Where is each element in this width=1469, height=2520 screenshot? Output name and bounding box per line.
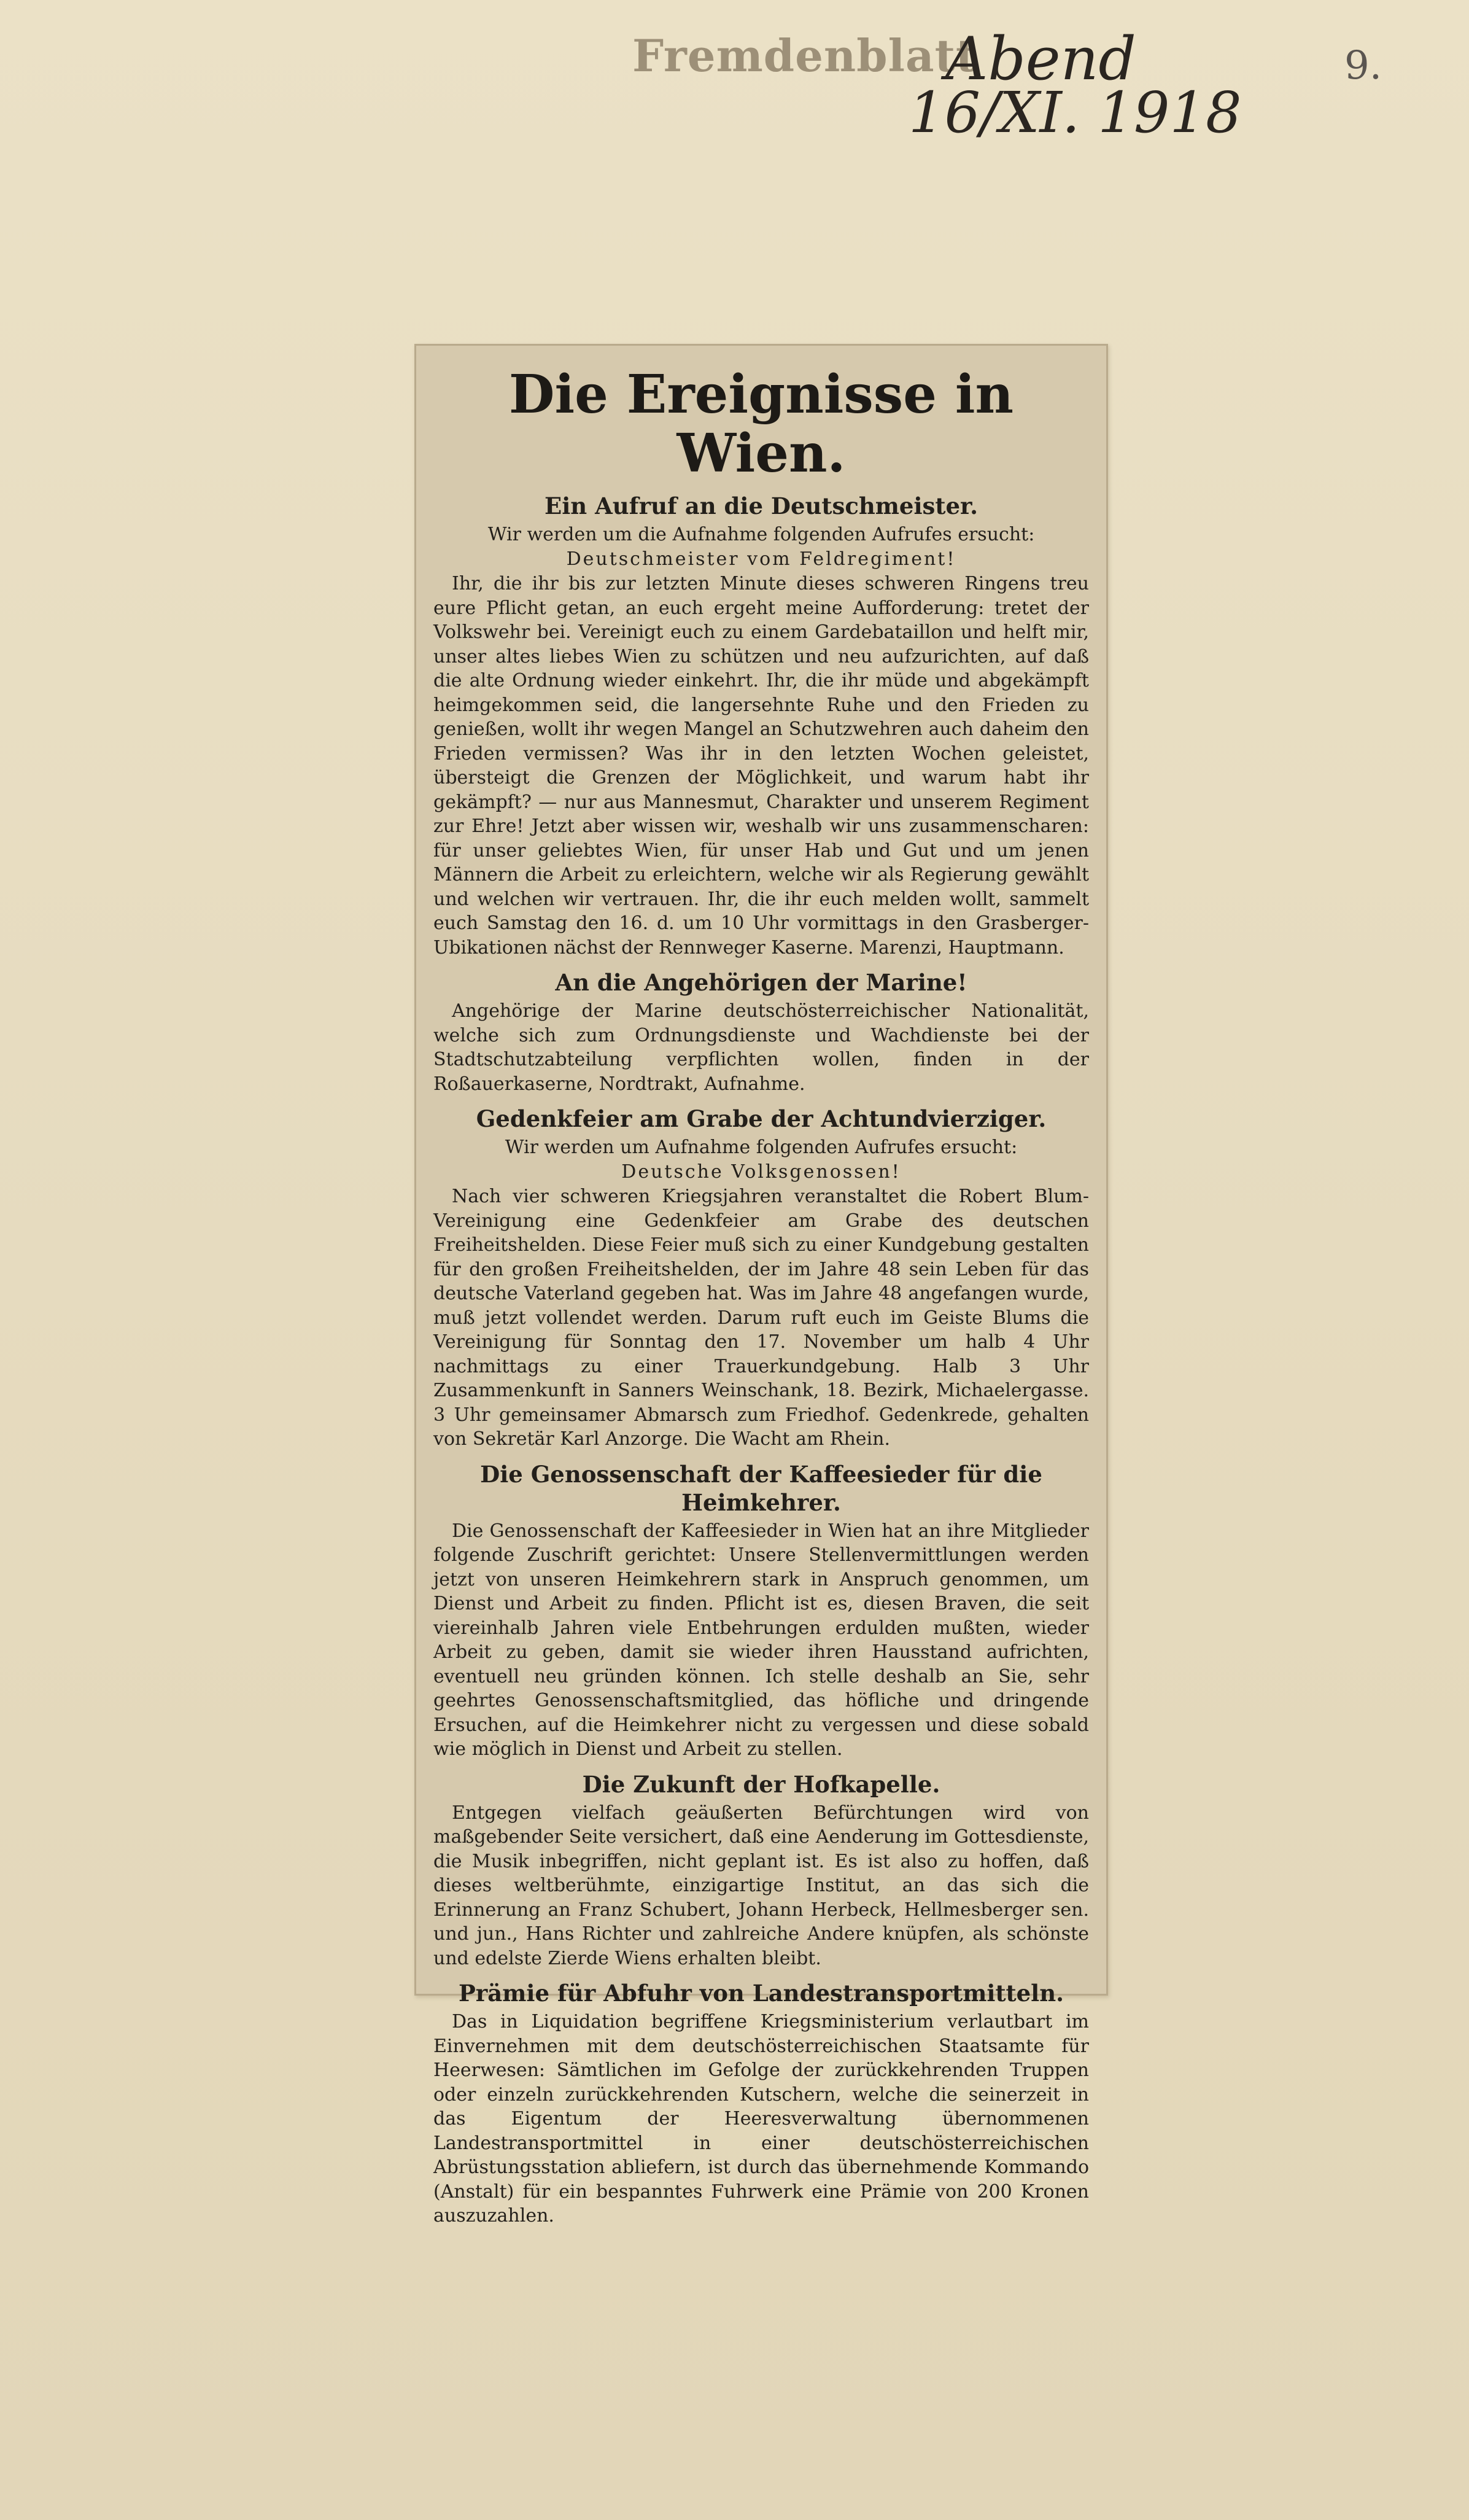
article-title: Ein Aufruf an die Deutschmeister. — [545, 492, 978, 519]
article-deutschmeister — [433, 492, 1089, 960]
article-body: Nach vier schweren Kriegsjahren veranstaltet die Robert Blum-Vereinigung eine Gedenkfeier am Grabe des deutschen Freiheitshelden. Diese Feier muß sich zu einer Kundgebung gestalten für den großen Freiheitshelden, der im Jahre 48 sein Leben für das deutsche Vaterland gegeben hat. Was im Jahre 48 angefangen wurde, muß jetzt vollendet werden. Darum ruft euch im Geiste Blums die Vereinigung für Sonntag den 17. November um halb 4 Uhr nachmittags zu einer Trauerkundgebung. Halb 3 Uhr Zusammenkunft in Sanners Weinschank, 18. Bezirk, Michaelergasse. 3 Uhr gemeinsamer Abmarsch zum Friedhof. Gedenkrede, gehalten von Sekretär Karl Anzorge. Die Wacht am Rhein. — [433, 1186, 1089, 1450]
article-title: An die Angehörigen der Marine! — [555, 969, 967, 996]
article-marine — [433, 968, 1089, 1096]
page-number: 9. — [1344, 43, 1382, 88]
handwritten-edition: Abend — [945, 25, 1136, 93]
article-body: Das in Liquidation begriffene Kriegsministerium verlautbart im Einvernehmen mit dem deutschösterreichischen Staatsamte für Heerwesen: Sämtlichen im Gefolge der zurückkehrenden Truppen oder einzeln zurückkehrenden Kutschern, welche die seinerzeit in das Eigentum der Heeresverwaltung übernommenen Landestransportmittel in einer deutschösterreichischen Abrüstungsstation abliefern, ist durch das übernehmende Kommando (Anstalt) für ein bespanntes Fuhrwerk eine Prämie von 200 Kronen auszuzahlen. — [433, 2011, 1089, 2226]
article-hofkapelle — [433, 1770, 1089, 1971]
article-gedenkfeier — [433, 1105, 1089, 1452]
article-title: Die Genossenschaft der Kaffeesieder für die Heimkehrer. — [480, 1460, 1042, 1516]
article-subtitle: Deutsche Volksgenossen! — [621, 1161, 901, 1183]
handwritten-date: 16/XI. 1918 — [909, 80, 1242, 146]
article-title: Prämie für Abfuhr von Landestransportmitteln. — [458, 1980, 1064, 2007]
article-subtitle: Deutschmeister vom Feldregiment! — [566, 548, 956, 570]
newspaper-clipping — [414, 344, 1108, 2226]
article-intro: Wir werden um Aufnahme folgenden Aufrufes ersucht: — [505, 1137, 1018, 1158]
headline: Die Ereignisse in Wien. — [508, 364, 1014, 484]
article-body: Die Genossenschaft der Kaffeesieder in Wien hat an ihre Mitglieder folgende Zuschrift gerichtet: Unsere Stellenvermittlungen werden jetzt von unseren Heimkehrern stark in Anspruch genommen, um Dienst und Arbeit zu finden. Pflicht ist es, diesen Braven, die seit viereinhalb Jahren viele Entbehrungen erdulden mußten, wieder Arbeit zu geben, damit sie wieder ihren Hausstand aufrichten, eventuell neu gründen können. Ich stelle deshalb an Sie, sehr geehrtes Genossenschaftsmitglied, das höfliche und dringende Ersuchen, auf die Heimkehrer nicht zu vergessen und diese sobald wie möglich in Dienst und Arbeit zu stellen. — [433, 1520, 1089, 1760]
article-body: Entgegen vielfach geäußerten Befürchtungen wird von maßgebender Seite versichert, daß eine Aenderung im Gottesdienste, die Musik inbegriffen, nicht geplant ist. Es ist also zu hoffen, daß dieses weltberühmte, einzigartige Institut, an das sich die Erinnerung an Franz Schubert, Johann Herbeck, Hellmesberger sen. und jun., Hans Richter und zahlreiche Andere knüpfen, als schönste und edelste Zierde Wiens erhalten bleibt. — [433, 1802, 1089, 1969]
article-intro: Wir werden um die Aufnahme folgenden Aufrufes ersucht: — [487, 524, 1035, 545]
article-body: Ihr, die ihr bis zur letzten Minute dieses schweren Ringens treu eure Pflicht getan, an euch ergeht meine Aufforderung: tretet der Volkswehr bei. Vereinigt euch zu einem Gardebataillon und helft mir, unser altes liebes Wien zu schützen und neu aufzurichten, auf daß die alte Ordnung wieder einkehrt. Ihr, die ihr müde und abgekämpft heimgekommen seid, die langersehnte Ruhe und den Frieden zu genießen, wollt ihr wegen Mangel an Schutzwehren auch daheim den Frieden vermissen? Was ihr in den letzten Wochen geleistet, übersteigt die Grenzen der Möglichkeit, und warum habt ihr gekämpft? — nur aus Mannesmut, Charakter und unserem Regiment zur Ehre! Jetzt aber wissen wir, weshalb wir uns zusammenscharen: für unser geliebtes Wien, für unser Hab und Gut und um jenen Männern die Arbeit zu erleichtern, welche wir als Regierung gewählt und welchen wir vertrauen. Ihr, die ihr euch melden wollt, sammelt euch Samstag den 16. d. um 10 Uhr vormittags in den Grasberger-Ubikationen nächst der Rennweger Kaserne. Marenzi, Hauptmann. — [433, 573, 1089, 959]
article-title: Gedenkfeier am Grabe der Achtundvierziger. — [476, 1105, 1047, 1132]
publication-stamp: Fremdenblatt — [632, 29, 977, 82]
article-title: Die Zukunft der Hofkapelle. — [582, 1770, 940, 1798]
article-praemie — [433, 1979, 1089, 2228]
article-body: Angehörige der Marine deutschösterreichischer Nationalität, welche sich zum Ordnungsdienste und Wachdienste bei der Stadtschutzabteilung verpflichten wollen, finden in der Roßauerkaserne, Nordtrakt, Aufnahme. — [433, 1000, 1089, 1095]
article-kaffeesieder — [433, 1460, 1089, 1762]
